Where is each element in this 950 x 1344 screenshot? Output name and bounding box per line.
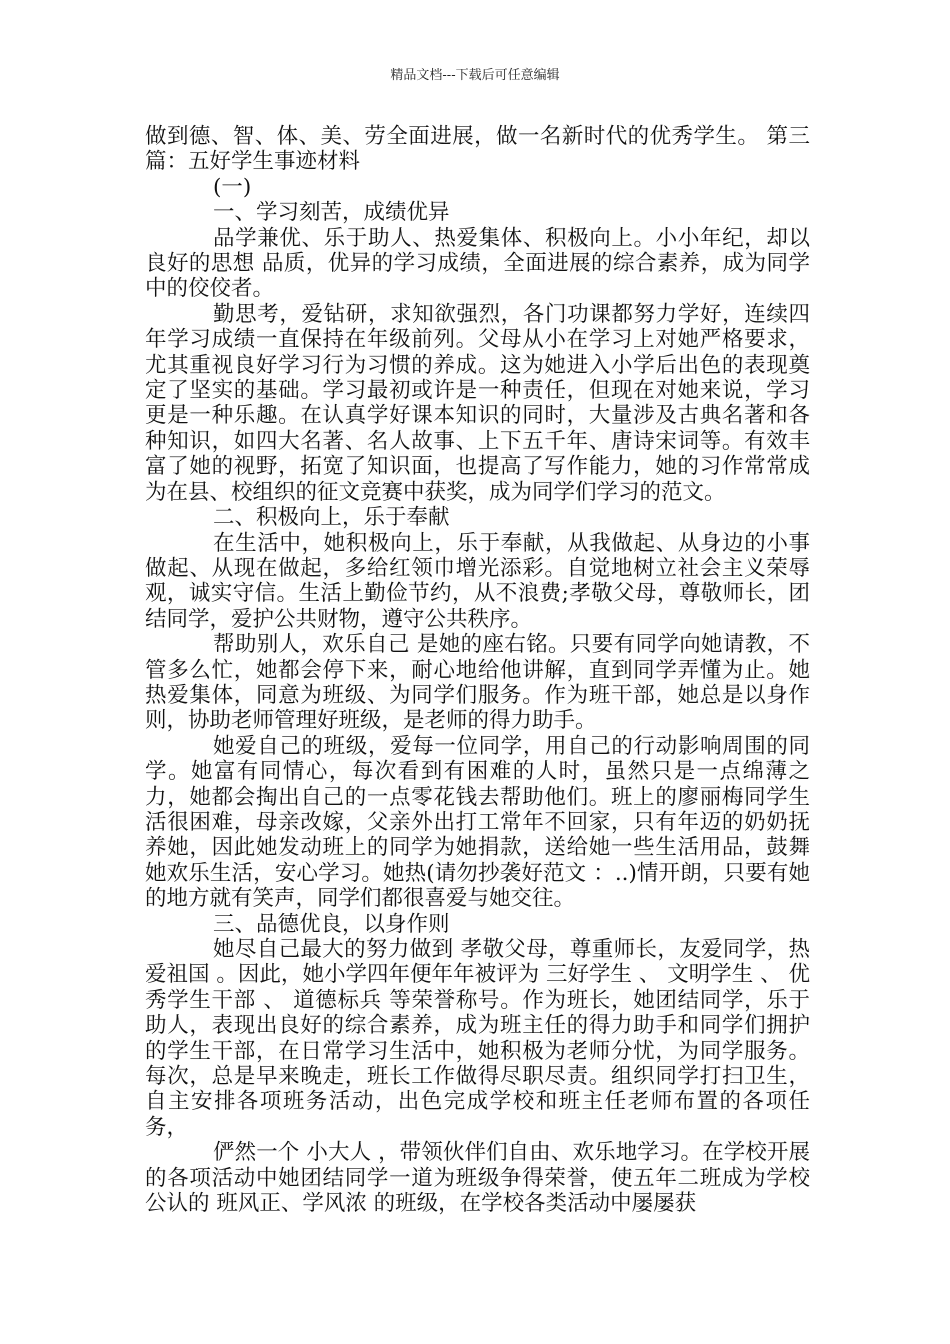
paragraph: 做到德、智、体、美、劳全面进展，做一名新时代的优秀学生。 第三篇：五好学生事迹材料 (145, 124, 810, 175)
paragraph: 帮助别人，欢乐自己 是她的座右铭。只要有同学向她请教，不管多么忙，她都会停下来，耐心地给他讲解，直到同学弄懂为止。她热爱集体，同意为班级、为同学们服务。作为班干部，她总是以身作则，协助老师管理好班级，是老师的得力助手。 (145, 632, 810, 734)
paragraph: 勤思考，爱钻研，求知欲强烈，各门功课都努力学好，连续四年学习成绩一直保持在年级前列。父母从小在学习上对她严格要求，尤其重视良好学习行为习惯的养成。这为她进入小学后出色的表现奠定了坚实的基础。学习最初或许是一种责任，但现在对她来说，学习更是一种乐趣。在认真学好课本知识的同时，大量涉及古典名著和各种知识，如四大名著、名人故事、上下五千年、唐诗宋词等。有效丰富了她的视野，拓宽了知识面，也提高了写作能力，她的习作常常成为在县、校组织的征文竞赛中获奖，成为同学们学习的范文。 (145, 301, 810, 505)
section-heading: 三、品德优良，以身作则 (213, 911, 450, 937)
section-heading: 一、学习刻苦，成绩优异 (213, 200, 450, 226)
paragraph: 她尽自己最大的努力做到 孝敬父母，尊重师长，友爱同学，热爱祖国 。因此，她小学四年便年年被评为 三好学生 、 文明学生 、 优秀学生干部 、 道德标兵 等荣誉称号。作为班长，她团结同学，乐于助人，表现出良好的综合素养，成为班主任的得力助手和同学们拥护的学生干部，在日常学习生活中，她积极为老师分忧，为同学服务。每次，总是早来晚走，班长工作做得尽职尽责。组织同学打扫卫生，自主安排各项班务活动，出色完成学校和班主任老师布置的各项任务， (145, 937, 810, 1140)
paragraph: 在生活中，她积极向上，乐于奉献，从我做起、从身边的小事做起、从现在做起，多给红领巾增光添彩。自觉地树立社会主义荣辱观，诚实守信。生活上勤俭节约，从不浪费;孝敬父母，尊敬师长，团结同学，爱护公共财物，遵守公共秩序。 (145, 530, 810, 632)
section-heading: 二、积极向上，乐于奉献 (213, 505, 450, 531)
page-header: 精品文档---下载后可任意编辑 (390, 68, 560, 83)
document-body (145, 124, 810, 1216)
paragraph: (一) (213, 174, 252, 200)
paragraph: 品学兼优、乐于助人、热爱集体、积极向上。小小年纪，却以良好的思想 品质，优异的学习成绩，全面进展的综合素养，成为同学中的佼佼者。 (145, 225, 810, 302)
paragraph: 她爱自己的班级，爱每一位同学，用自己的行动影响周围的同学。她富有同情心，每次看到有困难的人时，虽然只是一点绵薄之力，她都会掏出自己的一点零花钱去帮助他们。班上的廖丽梅同学生活很困难，母亲改嫁，父亲外出打工常年不回家，只有年迈的奶奶抚养她，因此她发动班上的同学为她捐款，送给她一些生活用品，鼓舞她欢乐生活，安心学习。她热(请勿抄袭好范文 ：..)情开朗，只要有她的地方就有笑声，同学们都很喜爱与她交往。 (145, 733, 810, 912)
paragraph: 俨然一个 小大人 ，带领伙伴们自由、欢乐地学习。在学校开展的各项活动中她团结同学一道为班级争得荣誉，使五年二班成为学校公认的 班风正、学风浓 的班级，在学校各类活动中屡屡获 (145, 1140, 810, 1217)
